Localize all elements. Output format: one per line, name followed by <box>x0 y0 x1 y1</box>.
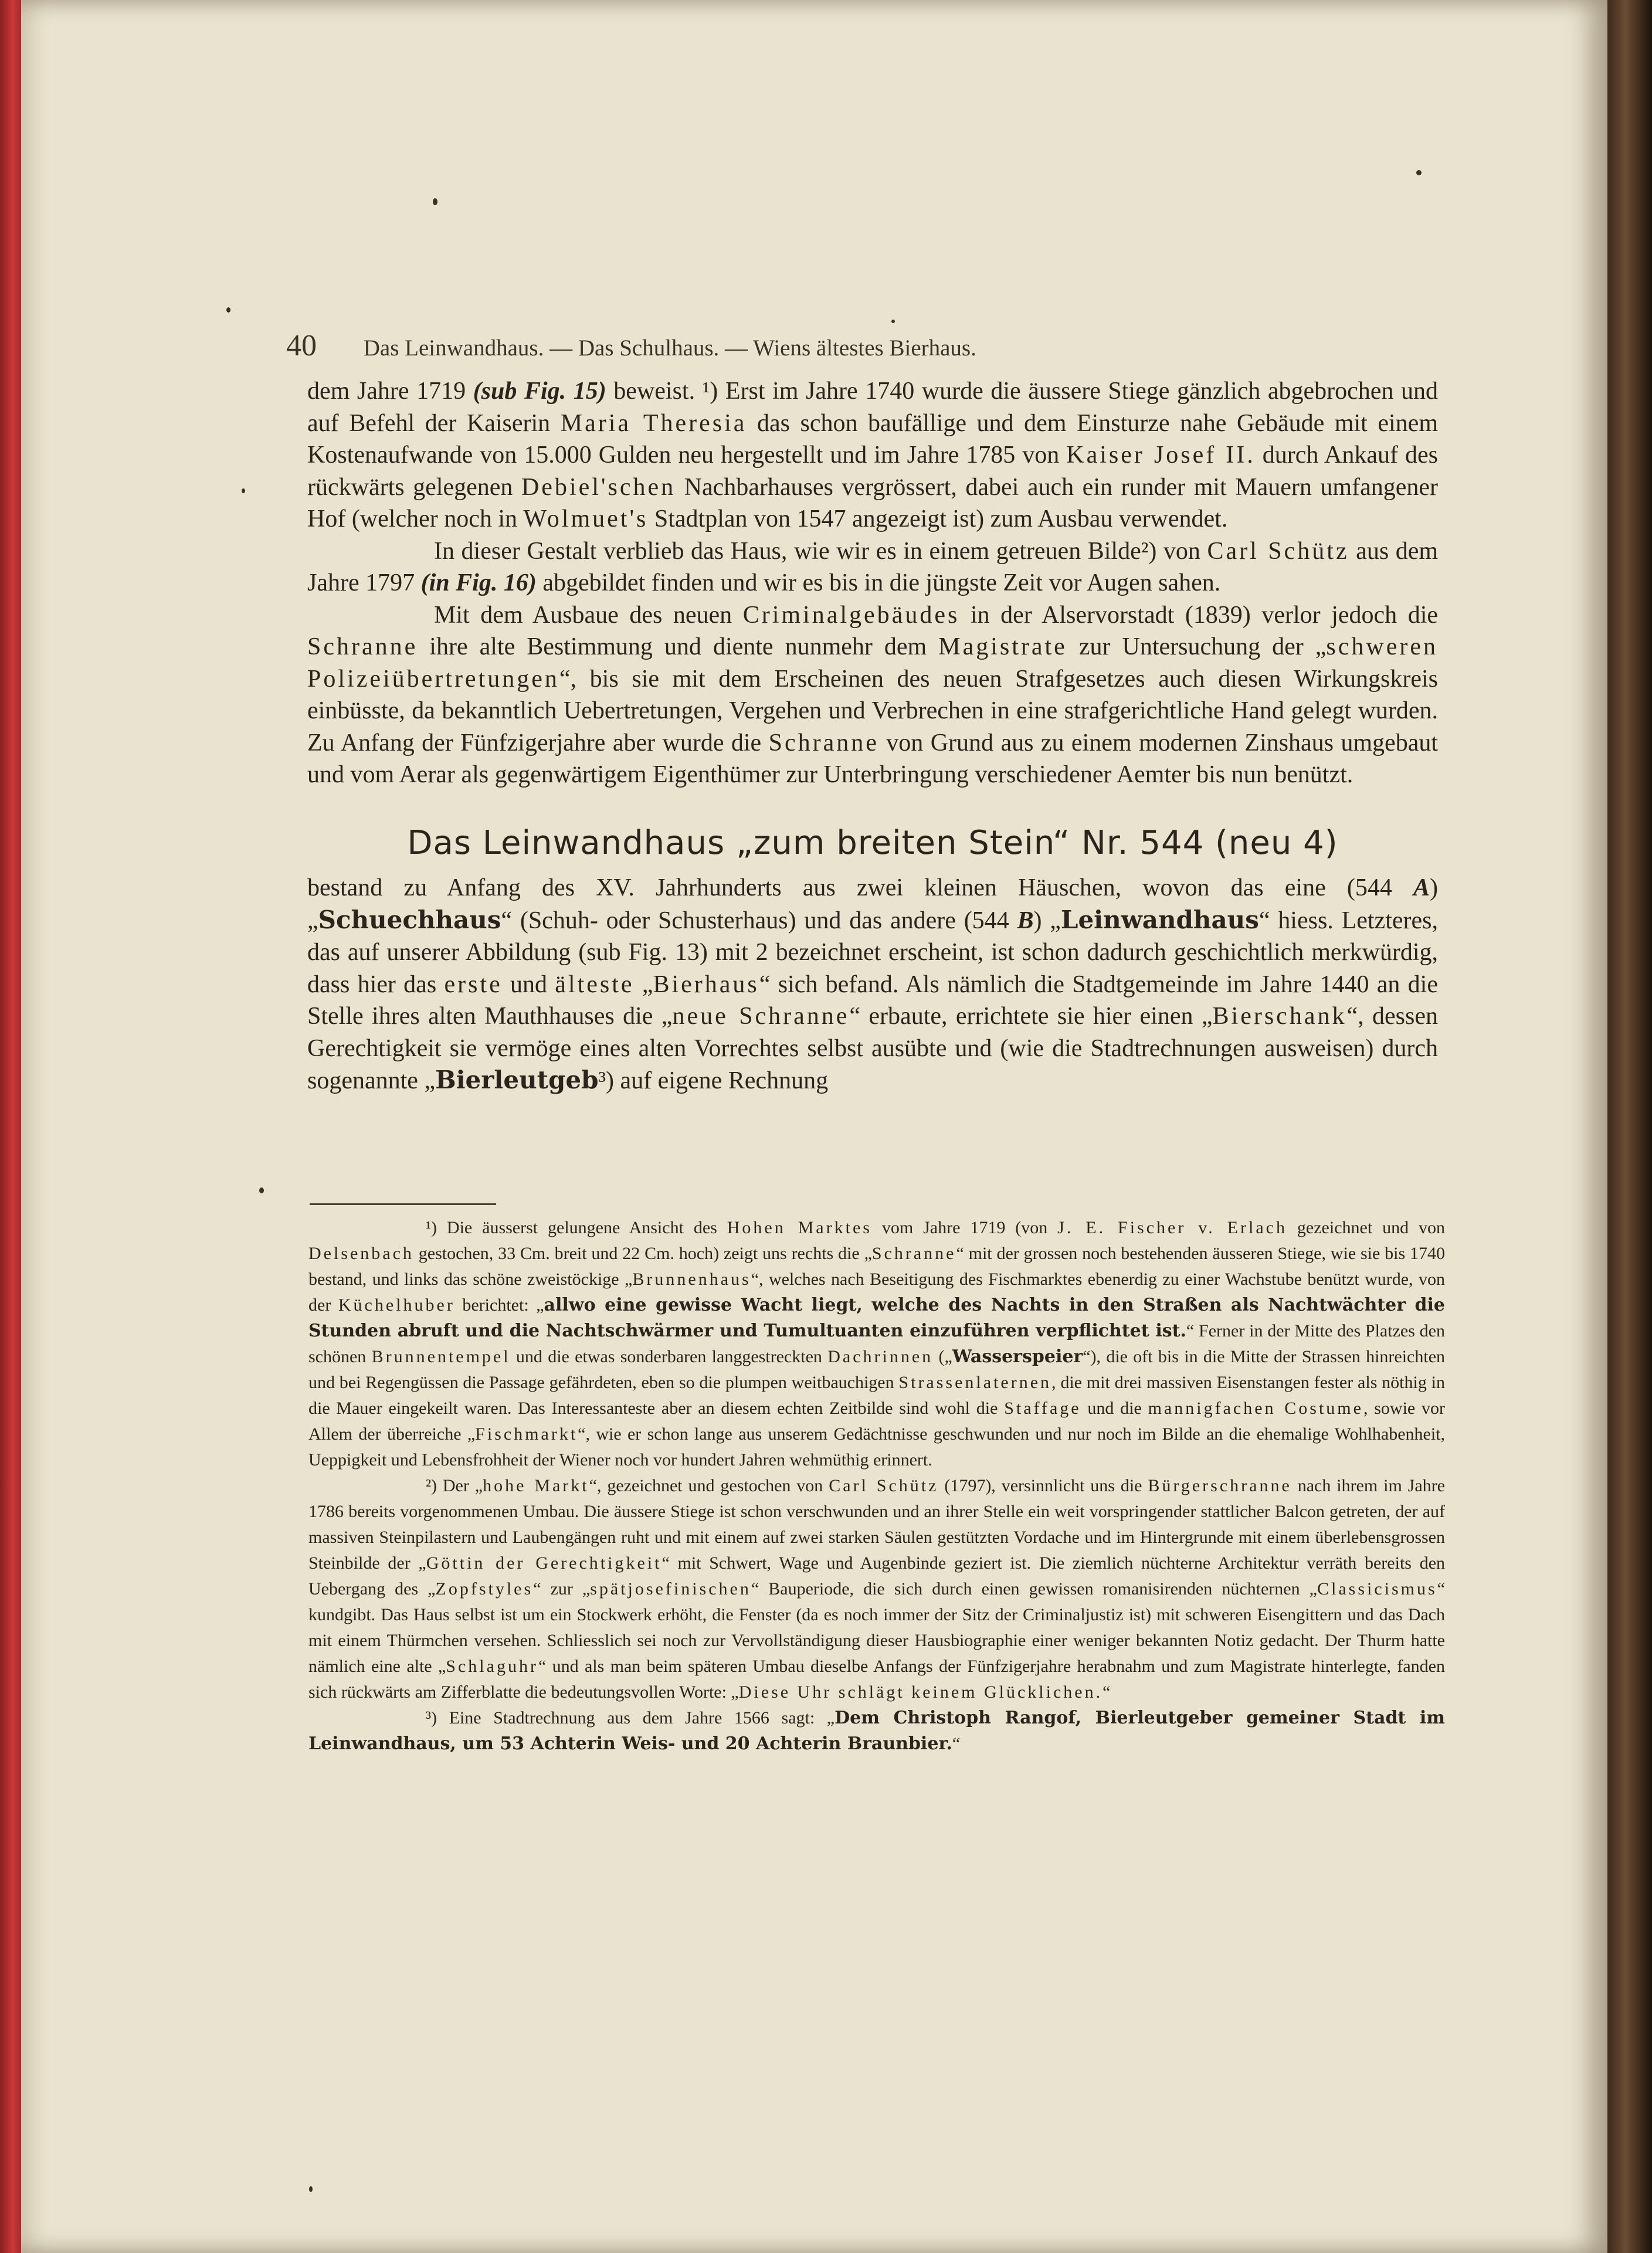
spaced-text: Hohen Marktes <box>727 1218 872 1237</box>
footnote-1 <box>308 1215 1445 1473</box>
frak-text: Leinwandhaus <box>1060 905 1259 934</box>
spaced-text: Maria Theresia <box>560 409 747 437</box>
footnote-3 <box>308 1705 1445 1757</box>
spaced-text: Classicismus <box>1317 1579 1437 1599</box>
text-run: ) „ <box>307 874 1438 934</box>
spaced-text: Zopfstyles <box>435 1579 534 1599</box>
spaced-text: Carl Schütz <box>829 1476 939 1495</box>
spaced-text: Kaiser Josef II. <box>1066 442 1256 469</box>
text-run: “ <box>1103 1682 1111 1702</box>
text-run: vom Jahre 1719 (von <box>871 1218 1058 1237</box>
text-run: gestochen, 33 Cm. breit und 22 Cm. hoch) zeigt uns rechts die „ <box>413 1244 872 1263</box>
spaced-text: Bürgerschranne <box>1148 1476 1292 1495</box>
spaced-text: Fischmarkt <box>475 1424 578 1444</box>
text-run: Nachbarhauses vergrössert, dabei auch ein runder mit Mauern umfangener Hof (welcher noch in <box>307 473 1438 532</box>
spaced-text: älteste <box>555 971 635 998</box>
paragraph <box>307 535 1438 599</box>
spaced-text: Schranne <box>871 1244 956 1263</box>
text-run: “, gezeichnet und gestochen von <box>589 1476 829 1495</box>
section-heading: Das Leinwandhaus „zum breiten Stein“ Nr. 544 (neu 4) <box>407 823 1338 862</box>
spaced-text: hohe Markt <box>483 1476 589 1495</box>
text-run: ³) Eine Stadtrechnung aus dem Jahre 1566 sagt: „ <box>426 1708 835 1728</box>
text-run: Stadtplan von 1547 angezeigt ist) zum Ausbau verwendet. <box>648 505 1228 532</box>
spaced-text: Brunnentempel <box>371 1347 511 1366</box>
spaced-text: Bierschank <box>1212 1003 1347 1030</box>
spaced-text: Küchelhuber <box>338 1295 455 1315</box>
text-run: abgebildet finden und wir es bis in die jüngste Zeit vor Augen sahen. <box>536 569 1221 596</box>
page-edge-shadow <box>1607 0 1652 2253</box>
spaced-text: Strassenlaternen <box>898 1373 1052 1392</box>
figref-text: (sub Fig. 15) <box>473 378 606 405</box>
text-run: und die etwas sonderbaren langgestreckten <box>510 1347 828 1366</box>
frak-text: Bierleutgeb <box>435 1066 599 1094</box>
text-run: bestand zu Anfang des XV. Jahrhunderts aus zwei kleinen Häuschen, wovon das eine (544 <box>307 874 1413 901</box>
footnote-rule <box>310 1203 496 1205</box>
text-run: („ <box>933 1347 952 1366</box>
text-run: “ (Schuh- oder Schusterhaus) und das andere (544 <box>501 907 1017 934</box>
text-run: “, dessen Gerechtigkeit sie vermöge eines alten Vorrechtes selbst ausübte und (wie die Stadtrechnungen ausweisen) durch sogenannte „ <box>307 1003 1438 1094</box>
figref-text: A <box>1413 874 1430 901</box>
text-run: “, welches nach Beseitigung des Fischmarktes ebenerdig zu einer Wachstube benützt wurde, von der <box>308 1270 1446 1315</box>
text-run: “), die oft bis in die Mitte der Strassen hinreichten und bei Regengüssen die Passage gefährdeten, eben so die plumpen weitbauchigen <box>308 1347 1446 1392</box>
text-run: aus dem Jahre 1797 <box>307 537 1439 596</box>
text-run: “ zur „ <box>533 1579 591 1599</box>
text-run: ihre alte Bestimmung und diente nunmehr dem <box>418 633 939 660</box>
text-run: „ <box>634 971 653 998</box>
footnotes <box>308 1215 1445 1757</box>
frak-text: allwo eine gewisse Wacht liegt, welche des Nachts in den Straßen als Nachtwächter die Stunden abruft und die Nachtschwärmer und Tumultuanten einzuführen verpflichtet ist. <box>308 1295 1446 1341</box>
text-run: berichtet: „ <box>454 1295 544 1315</box>
spaced-text: Staffage <box>1004 1399 1081 1418</box>
text-run: “ Ferner in der Mitte des Platzes den schönen <box>308 1321 1445 1366</box>
spaced-text: Schlaguhr <box>446 1657 538 1676</box>
spaced-text: Dachrinnen <box>827 1347 934 1366</box>
text-run: (1797), versinnlicht uns die <box>938 1476 1148 1495</box>
spaced-text: erste <box>444 971 503 998</box>
spaced-text: Debiel'schen <box>521 473 676 501</box>
spaced-text: Brunnenhaus <box>632 1270 751 1289</box>
spaced-text: mannigfachen Costume <box>1148 1399 1363 1418</box>
paragraph <box>307 599 1438 791</box>
paragraph <box>307 872 1438 1097</box>
spaced-text: schweren Polizeiübertretungen <box>307 633 1438 693</box>
frak-text: Schuechhaus <box>318 905 501 934</box>
spaced-text: Göttin der Gerechtigkeit <box>426 1553 662 1573</box>
text-run: ³) auf eigene Rechnung <box>598 1067 829 1094</box>
text-run: in der Alservorstadt (1839) verlor jedoch die <box>959 601 1439 629</box>
text-run: “ Bauperiode, die sich durch einen gewissen romanisirenden nüchternen „ <box>751 1579 1317 1599</box>
text-run: dem Jahre 1719 <box>307 378 473 405</box>
spaced-text: neue Schranne <box>672 1003 850 1030</box>
spaced-text: J. E. Fischer v. Erlach <box>1057 1218 1287 1237</box>
binding-spine <box>0 0 21 2253</box>
spaced-text: Carl Schütz <box>1207 537 1349 565</box>
text-run: “ mit der grossen noch bestehenden äusseren Stiege, wie sie bis 1740 bestand, und links das schöne zweistöckige „ <box>308 1244 1446 1289</box>
paragraph <box>307 375 1438 535</box>
text-run: das schon baufällige und dem Einsturze nahe Gebäude mit einem Kostenaufwande von 15.000 Gulden neu hergestellt und im Jahre 1785 von <box>307 409 1438 469</box>
text-run: und die <box>1081 1399 1148 1418</box>
main-text <box>307 375 1438 1097</box>
text-run: und <box>502 971 555 998</box>
spaced-text: spätjosefinischen <box>590 1579 751 1599</box>
text-run: , die mit drei massiven Eisenstangen fester als nöthig in die Mauer eingekeilt waren. Das Interessanteste aber an diesem echten Zeitbilde sind wohl die <box>308 1373 1445 1418</box>
spaced-text: Schranne <box>307 633 418 660</box>
text-run: “ hiess. Letzteres, das auf unserer Abbildung (sub Fig. 13) mit 2 bezeichnet erscheint, ist schon dadurch geschichtlich merkwürdig, dass hier das <box>307 907 1438 998</box>
text-run: “ kundgibt. Das Haus selbst ist um ein Stockwerk erhöht, die Fenster (da es noch immer der Sitz der Criminaljustiz ist) mit schweren Eisengittern und das Dach mit einem Thürmchen versehen. Schliesslich sei noch zur Vervollständigung dieser Hausbiographie einer weniger bekannten Notiz gedacht. Der Thurm hatte nämlich eine alte „ <box>308 1579 1445 1676</box>
text-run: Mit dem Ausbaue des neuen <box>434 601 743 629</box>
text-run: ²) Der „ <box>426 1476 483 1495</box>
figref-text: B <box>1017 907 1034 934</box>
spaced-text: Magistrate <box>938 633 1067 660</box>
text-run: “ erbaute, errichtete sie hier einen „ <box>849 1003 1213 1030</box>
frak-text: Wasserspeier <box>952 1346 1083 1367</box>
text-run: durch Ankauf des rückwärts gelegenen <box>307 442 1438 501</box>
running-title: Das Leinwandhaus. — Das Schulhaus. — Wiens ältestes Bierhaus. <box>363 335 976 361</box>
spaced-text: Criminalgebäudes <box>742 601 960 629</box>
figref-text: (in Fig. 16) <box>420 569 537 596</box>
text-run: ) „ <box>1033 907 1061 934</box>
text-run: “, bis sie mit dem Erscheinen des neuen Strafgesetzes auch diesen Wirkungskreis einbüsste, da bekanntlich Uebertretungen, Vergehen und Verbrechen in eine strafgerichtliche Hand gelegt wurden. Zu Anfang der Fünfzigerjahre aber wurde die <box>307 665 1438 756</box>
spaced-text: Schranne <box>768 729 879 756</box>
spaced-text: Bierhaus <box>653 971 759 998</box>
text-run: ¹) Die äusserst gelungene Ansicht des <box>426 1218 727 1237</box>
running-header <box>286 328 1459 363</box>
text-run: “ <box>952 1734 961 1753</box>
text-run: nach ihrem im Jahre 1786 bereits vorgenommenen Umbau. Die äussere Stiege ist schon verschwunden und an ihrer Stelle ein weit vorspringender stattlicher Balcon getreten, der auf massiven Steinpilastern und Laubengängen ruht und mit einem auf zwei starken Säulen gestützten Vordache und im Hintergrunde mit einem überlebensgrossen Steinbilde der „ <box>308 1476 1445 1573</box>
text-run: “ und als man beim späteren Umbau dieselbe Anfangs der Fünfzigerjahre herabnahm und zum Magistrate hinterlegte, fanden sich rückwärts am Zifferblatte die bedeutungsvollen Worte: „ <box>308 1657 1445 1702</box>
footnote-2 <box>308 1473 1445 1705</box>
spaced-text: Diese Uhr schlägt keinem Glücklichen. <box>738 1682 1103 1702</box>
text-run: “ sich befand. Als nämlich die Stadtgemeinde im Jahre 1440 an die Stelle ihres alten Mauthhauses die „ <box>307 971 1438 1030</box>
page-number: 40 <box>286 329 317 362</box>
text-run: gezeichnet und von <box>1287 1218 1446 1237</box>
frak-text: Dem Christoph Rangof, Bierleutgeber gemeiner Stadt im Leinwandhaus, um 53 Achterin Weis- und 20 Achterin Braunbier. <box>308 1708 1445 1754</box>
text-run: zur Untersuchung der „ <box>1067 633 1327 660</box>
text-run: von Grund aus zu einem modernen Zinshaus umgebaut und vom Aerar als gegenwärtigem Eigenthümer zur Unterbringung verschiedener Aemter bis nun benützt. <box>307 729 1439 788</box>
text-run: , sowie vor Allem der überreiche „ <box>308 1399 1445 1444</box>
text-run: “ mit Schwert, Wage und Augenbinde geziert ist. Die ziemlich nüchterne Architektur verräth bereits den Uebergang des „ <box>308 1553 1446 1599</box>
text-run: “, wie er schon lange aus unserem Gedächtnisse geschwunden und nur noch im Bilde an die ehemalige Wohlhabenheit, Ueppigkeit und Lebensfrohheit der Wiener noch vor hundert Jahren wehmüthig erinnert. <box>308 1424 1445 1470</box>
text-run: In dieser Gestalt verblieb das Haus, wie wir es in einem getreuen Bilde²) von <box>434 537 1207 565</box>
spaced-text: Wolmuet's <box>523 505 649 532</box>
text-run: beweist. ¹) Erst im Jahre 1740 wurde die äussere Stiege gänzlich abgebrochen und auf Befehl der Kaiserin <box>307 378 1438 437</box>
spaced-text: Delsenbach <box>308 1244 414 1263</box>
